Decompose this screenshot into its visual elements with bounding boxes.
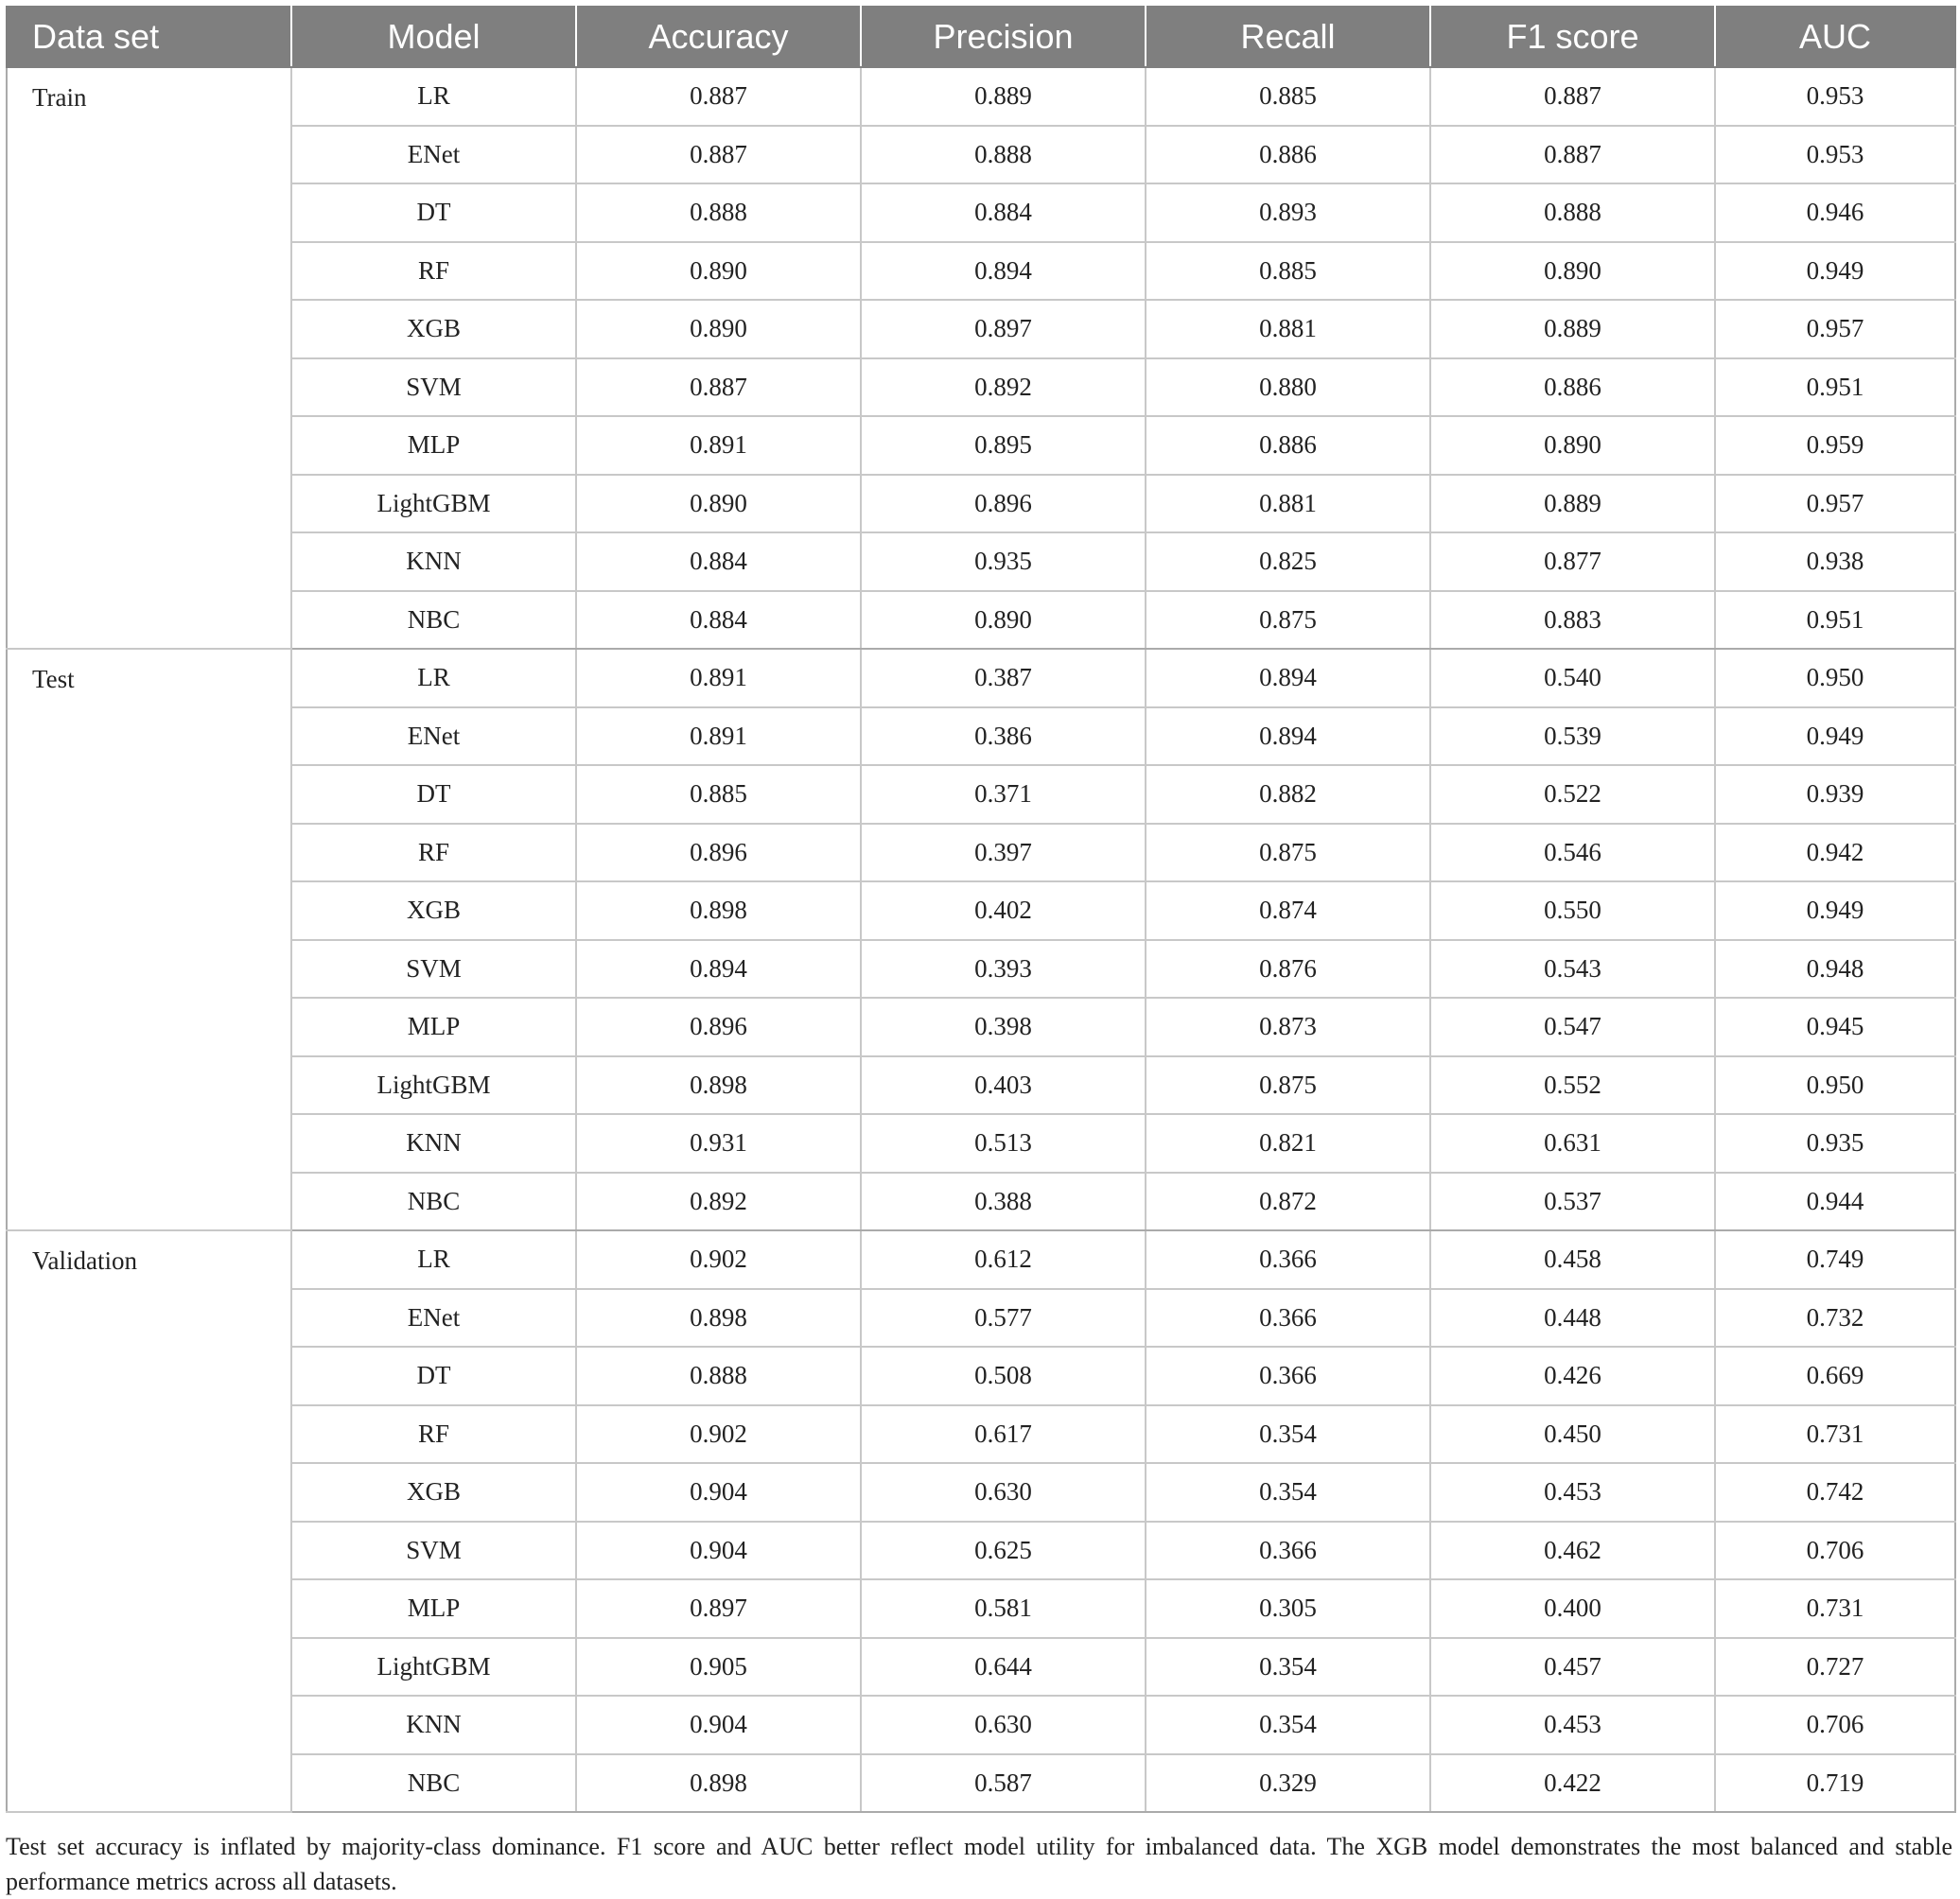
auc-cell: 0.719 (1715, 1754, 1955, 1813)
model-cell: KNN (291, 1114, 576, 1173)
precision-cell: 0.892 (861, 358, 1146, 417)
f1-score-cell: 0.453 (1430, 1463, 1715, 1522)
f1-score-cell: 0.450 (1430, 1405, 1715, 1464)
header-auc: AUC (1715, 7, 1955, 67)
accuracy-cell: 0.894 (576, 940, 861, 999)
auc-cell: 0.957 (1715, 475, 1955, 533)
auc-cell: 0.944 (1715, 1173, 1955, 1231)
recall-cell: 0.881 (1146, 300, 1430, 358)
table-row (7, 358, 1955, 417)
precision-cell: 0.612 (861, 1230, 1146, 1289)
model-cell: DT (291, 765, 576, 824)
f1-score-cell: 0.887 (1430, 126, 1715, 184)
table-row (7, 1230, 1955, 1289)
auc-cell: 0.938 (1715, 532, 1955, 591)
auc-cell: 0.949 (1715, 707, 1955, 766)
accuracy-cell: 0.884 (576, 532, 861, 591)
accuracy-cell: 0.931 (576, 1114, 861, 1173)
table-row (7, 881, 1955, 940)
header-accuracy: Accuracy (576, 7, 861, 67)
auc-cell: 0.732 (1715, 1289, 1955, 1348)
auc-cell: 0.949 (1715, 881, 1955, 940)
auc-cell: 0.706 (1715, 1522, 1955, 1580)
f1-score-cell: 0.448 (1430, 1289, 1715, 1348)
auc-cell: 0.957 (1715, 300, 1955, 358)
table-row (7, 126, 1955, 184)
table-row (7, 1173, 1955, 1231)
table-row (7, 998, 1955, 1056)
f1-score-cell: 0.888 (1430, 183, 1715, 242)
accuracy-cell: 0.898 (576, 1289, 861, 1348)
f1-score-cell: 0.543 (1430, 940, 1715, 999)
accuracy-cell: 0.890 (576, 242, 861, 301)
f1-score-cell: 0.889 (1430, 300, 1715, 358)
f1-score-cell: 0.400 (1430, 1579, 1715, 1638)
table-row (7, 1754, 1955, 1813)
table-row (7, 475, 1955, 533)
accuracy-cell: 0.904 (576, 1696, 861, 1754)
f1-score-cell: 0.550 (1430, 881, 1715, 940)
f1-score-cell: 0.537 (1430, 1173, 1715, 1231)
f1-score-cell: 0.883 (1430, 591, 1715, 650)
model-performance-table (6, 6, 1956, 1813)
recall-cell: 0.354 (1146, 1696, 1430, 1754)
accuracy-cell: 0.890 (576, 300, 861, 358)
table-row (7, 1522, 1955, 1580)
table-row (7, 1696, 1955, 1754)
model-cell: KNN (291, 1696, 576, 1754)
accuracy-cell: 0.902 (576, 1230, 861, 1289)
model-cell: RF (291, 242, 576, 301)
header-precision: Precision (861, 7, 1146, 67)
f1-score-cell: 0.889 (1430, 475, 1715, 533)
table-row (7, 591, 1955, 650)
accuracy-cell: 0.887 (576, 126, 861, 184)
group-label-test: Test (7, 649, 291, 1230)
f1-score-cell: 0.631 (1430, 1114, 1715, 1173)
recall-cell: 0.885 (1146, 242, 1430, 301)
accuracy-cell: 0.902 (576, 1405, 861, 1464)
precision-cell: 0.897 (861, 300, 1146, 358)
header-recall: Recall (1146, 7, 1430, 67)
model-cell: XGB (291, 300, 576, 358)
f1-score-cell: 0.877 (1430, 532, 1715, 591)
accuracy-cell: 0.891 (576, 649, 861, 707)
recall-cell: 0.305 (1146, 1579, 1430, 1638)
precision-cell: 0.884 (861, 183, 1146, 242)
recall-cell: 0.886 (1146, 416, 1430, 475)
recall-cell: 0.366 (1146, 1289, 1430, 1348)
precision-cell: 0.513 (861, 1114, 1146, 1173)
recall-cell: 0.873 (1146, 998, 1430, 1056)
table-row (7, 1405, 1955, 1464)
auc-cell: 0.706 (1715, 1696, 1955, 1754)
recall-cell: 0.875 (1146, 591, 1430, 650)
model-cell: LightGBM (291, 1056, 576, 1115)
f1-score-cell: 0.552 (1430, 1056, 1715, 1115)
precision-cell: 0.388 (861, 1173, 1146, 1231)
accuracy-cell: 0.887 (576, 67, 861, 126)
accuracy-cell: 0.896 (576, 998, 861, 1056)
recall-cell: 0.880 (1146, 358, 1430, 417)
accuracy-cell: 0.884 (576, 591, 861, 650)
f1-score-cell: 0.890 (1430, 242, 1715, 301)
recall-cell: 0.875 (1146, 1056, 1430, 1115)
accuracy-cell: 0.897 (576, 1579, 861, 1638)
auc-cell: 0.669 (1715, 1347, 1955, 1405)
recall-cell: 0.894 (1146, 649, 1430, 707)
precision-cell: 0.896 (861, 475, 1146, 533)
table-row (7, 824, 1955, 882)
accuracy-cell: 0.904 (576, 1522, 861, 1580)
recall-cell: 0.875 (1146, 824, 1430, 882)
f1-score-cell: 0.522 (1430, 765, 1715, 824)
table-container (6, 6, 1954, 1813)
model-cell: SVM (291, 1522, 576, 1580)
table-row (7, 67, 1955, 126)
precision-cell: 0.403 (861, 1056, 1146, 1115)
table-row (7, 1347, 1955, 1405)
accuracy-cell: 0.898 (576, 1056, 861, 1115)
table-row (7, 649, 1955, 707)
model-cell: XGB (291, 881, 576, 940)
f1-score-cell: 0.457 (1430, 1638, 1715, 1697)
model-cell: MLP (291, 1579, 576, 1638)
auc-cell: 0.953 (1715, 126, 1955, 184)
auc-cell: 0.951 (1715, 358, 1955, 417)
precision-cell: 0.890 (861, 591, 1146, 650)
auc-cell: 0.945 (1715, 998, 1955, 1056)
precision-cell: 0.371 (861, 765, 1146, 824)
model-cell: SVM (291, 940, 576, 999)
recall-cell: 0.825 (1146, 532, 1430, 591)
table-row (7, 1056, 1955, 1115)
model-cell: LR (291, 649, 576, 707)
model-cell: MLP (291, 416, 576, 475)
accuracy-cell: 0.890 (576, 475, 861, 533)
model-cell: NBC (291, 591, 576, 650)
accuracy-cell: 0.898 (576, 1754, 861, 1813)
model-cell: RF (291, 1405, 576, 1464)
model-cell: KNN (291, 532, 576, 591)
precision-cell: 0.630 (861, 1696, 1146, 1754)
table-row (7, 707, 1955, 766)
recall-cell: 0.366 (1146, 1522, 1430, 1580)
precision-cell: 0.386 (861, 707, 1146, 766)
precision-cell: 0.935 (861, 532, 1146, 591)
f1-score-cell: 0.422 (1430, 1754, 1715, 1813)
header-f1-score: F1 score (1430, 7, 1715, 67)
table-row (7, 1579, 1955, 1638)
accuracy-cell: 0.892 (576, 1173, 861, 1231)
model-cell: ENet (291, 126, 576, 184)
table-row (7, 416, 1955, 475)
group-label-train: Train (7, 67, 291, 649)
precision-cell: 0.577 (861, 1289, 1146, 1348)
precision-cell: 0.393 (861, 940, 1146, 999)
table-row (7, 183, 1955, 242)
model-cell: RF (291, 824, 576, 882)
auc-cell: 0.742 (1715, 1463, 1955, 1522)
precision-cell: 0.508 (861, 1347, 1146, 1405)
accuracy-cell: 0.891 (576, 707, 861, 766)
precision-cell: 0.894 (861, 242, 1146, 301)
accuracy-cell: 0.896 (576, 824, 861, 882)
table-row (7, 1114, 1955, 1173)
auc-cell: 0.727 (1715, 1638, 1955, 1697)
model-cell: LightGBM (291, 1638, 576, 1697)
precision-cell: 0.398 (861, 998, 1146, 1056)
recall-cell: 0.354 (1146, 1638, 1430, 1697)
precision-cell: 0.630 (861, 1463, 1146, 1522)
model-cell: DT (291, 1347, 576, 1405)
model-cell: XGB (291, 1463, 576, 1522)
recall-cell: 0.872 (1146, 1173, 1430, 1231)
recall-cell: 0.329 (1146, 1754, 1430, 1813)
accuracy-cell: 0.904 (576, 1463, 861, 1522)
accuracy-cell: 0.888 (576, 183, 861, 242)
auc-cell: 0.749 (1715, 1230, 1955, 1289)
auc-cell: 0.950 (1715, 649, 1955, 707)
recall-cell: 0.874 (1146, 881, 1430, 940)
recall-cell: 0.885 (1146, 67, 1430, 126)
f1-score-cell: 0.890 (1430, 416, 1715, 475)
header-row (7, 7, 1955, 67)
auc-cell: 0.731 (1715, 1405, 1955, 1464)
recall-cell: 0.886 (1146, 126, 1430, 184)
auc-cell: 0.942 (1715, 824, 1955, 882)
auc-cell: 0.953 (1715, 67, 1955, 126)
accuracy-cell: 0.905 (576, 1638, 861, 1697)
f1-score-cell: 0.462 (1430, 1522, 1715, 1580)
precision-cell: 0.888 (861, 126, 1146, 184)
f1-score-cell: 0.540 (1430, 649, 1715, 707)
f1-score-cell: 0.453 (1430, 1696, 1715, 1754)
table-row (7, 1463, 1955, 1522)
precision-cell: 0.889 (861, 67, 1146, 126)
precision-cell: 0.387 (861, 649, 1146, 707)
accuracy-cell: 0.888 (576, 1347, 861, 1405)
recall-cell: 0.821 (1146, 1114, 1430, 1173)
precision-cell: 0.625 (861, 1522, 1146, 1580)
recall-cell: 0.882 (1146, 765, 1430, 824)
recall-cell: 0.354 (1146, 1463, 1430, 1522)
model-cell: DT (291, 183, 576, 242)
recall-cell: 0.881 (1146, 475, 1430, 533)
f1-score-cell: 0.426 (1430, 1347, 1715, 1405)
f1-score-cell: 0.458 (1430, 1230, 1715, 1289)
table-row (7, 242, 1955, 301)
recall-cell: 0.366 (1146, 1230, 1430, 1289)
model-cell: SVM (291, 358, 576, 417)
model-cell: LightGBM (291, 475, 576, 533)
model-cell: ENet (291, 1289, 576, 1348)
model-cell: LR (291, 1230, 576, 1289)
model-cell: LR (291, 67, 576, 126)
recall-cell: 0.354 (1146, 1405, 1430, 1464)
auc-cell: 0.951 (1715, 591, 1955, 650)
header-model: Model (291, 7, 576, 67)
precision-cell: 0.644 (861, 1638, 1146, 1697)
f1-score-cell: 0.886 (1430, 358, 1715, 417)
precision-cell: 0.397 (861, 824, 1146, 882)
header-data-set: Data set (7, 7, 291, 67)
precision-cell: 0.587 (861, 1754, 1146, 1813)
group-label-validation: Validation (7, 1230, 291, 1812)
f1-score-cell: 0.539 (1430, 707, 1715, 766)
precision-cell: 0.581 (861, 1579, 1146, 1638)
accuracy-cell: 0.898 (576, 881, 861, 940)
precision-cell: 0.617 (861, 1405, 1146, 1464)
auc-cell: 0.959 (1715, 416, 1955, 475)
f1-score-cell: 0.887 (1430, 67, 1715, 126)
table-row (7, 765, 1955, 824)
f1-score-cell: 0.546 (1430, 824, 1715, 882)
auc-cell: 0.939 (1715, 765, 1955, 824)
auc-cell: 0.949 (1715, 242, 1955, 301)
auc-cell: 0.946 (1715, 183, 1955, 242)
precision-cell: 0.895 (861, 416, 1146, 475)
accuracy-cell: 0.885 (576, 765, 861, 824)
precision-cell: 0.402 (861, 881, 1146, 940)
table-row (7, 1638, 1955, 1697)
recall-cell: 0.876 (1146, 940, 1430, 999)
auc-cell: 0.948 (1715, 940, 1955, 999)
accuracy-cell: 0.891 (576, 416, 861, 475)
auc-cell: 0.731 (1715, 1579, 1955, 1638)
table-row (7, 532, 1955, 591)
table-row (7, 300, 1955, 358)
table-row (7, 1289, 1955, 1348)
accuracy-cell: 0.887 (576, 358, 861, 417)
f1-score-cell: 0.547 (1430, 998, 1715, 1056)
table-row (7, 940, 1955, 999)
recall-cell: 0.366 (1146, 1347, 1430, 1405)
recall-cell: 0.893 (1146, 183, 1430, 242)
table-body (7, 67, 1955, 1812)
recall-cell: 0.894 (1146, 707, 1430, 766)
model-cell: NBC (291, 1754, 576, 1813)
model-cell: MLP (291, 998, 576, 1056)
auc-cell: 0.950 (1715, 1056, 1955, 1115)
model-cell: ENet (291, 707, 576, 766)
model-cell: NBC (291, 1173, 576, 1231)
auc-cell: 0.935 (1715, 1114, 1955, 1173)
table-footnote: Test set accuracy is inflated by majority-class dominance. F1 score and AUC better reflect model utility for imbalanced data. The XGB model demonstrates the most balanced and stable performance metrics across all datasets. (6, 1833, 1952, 1895)
